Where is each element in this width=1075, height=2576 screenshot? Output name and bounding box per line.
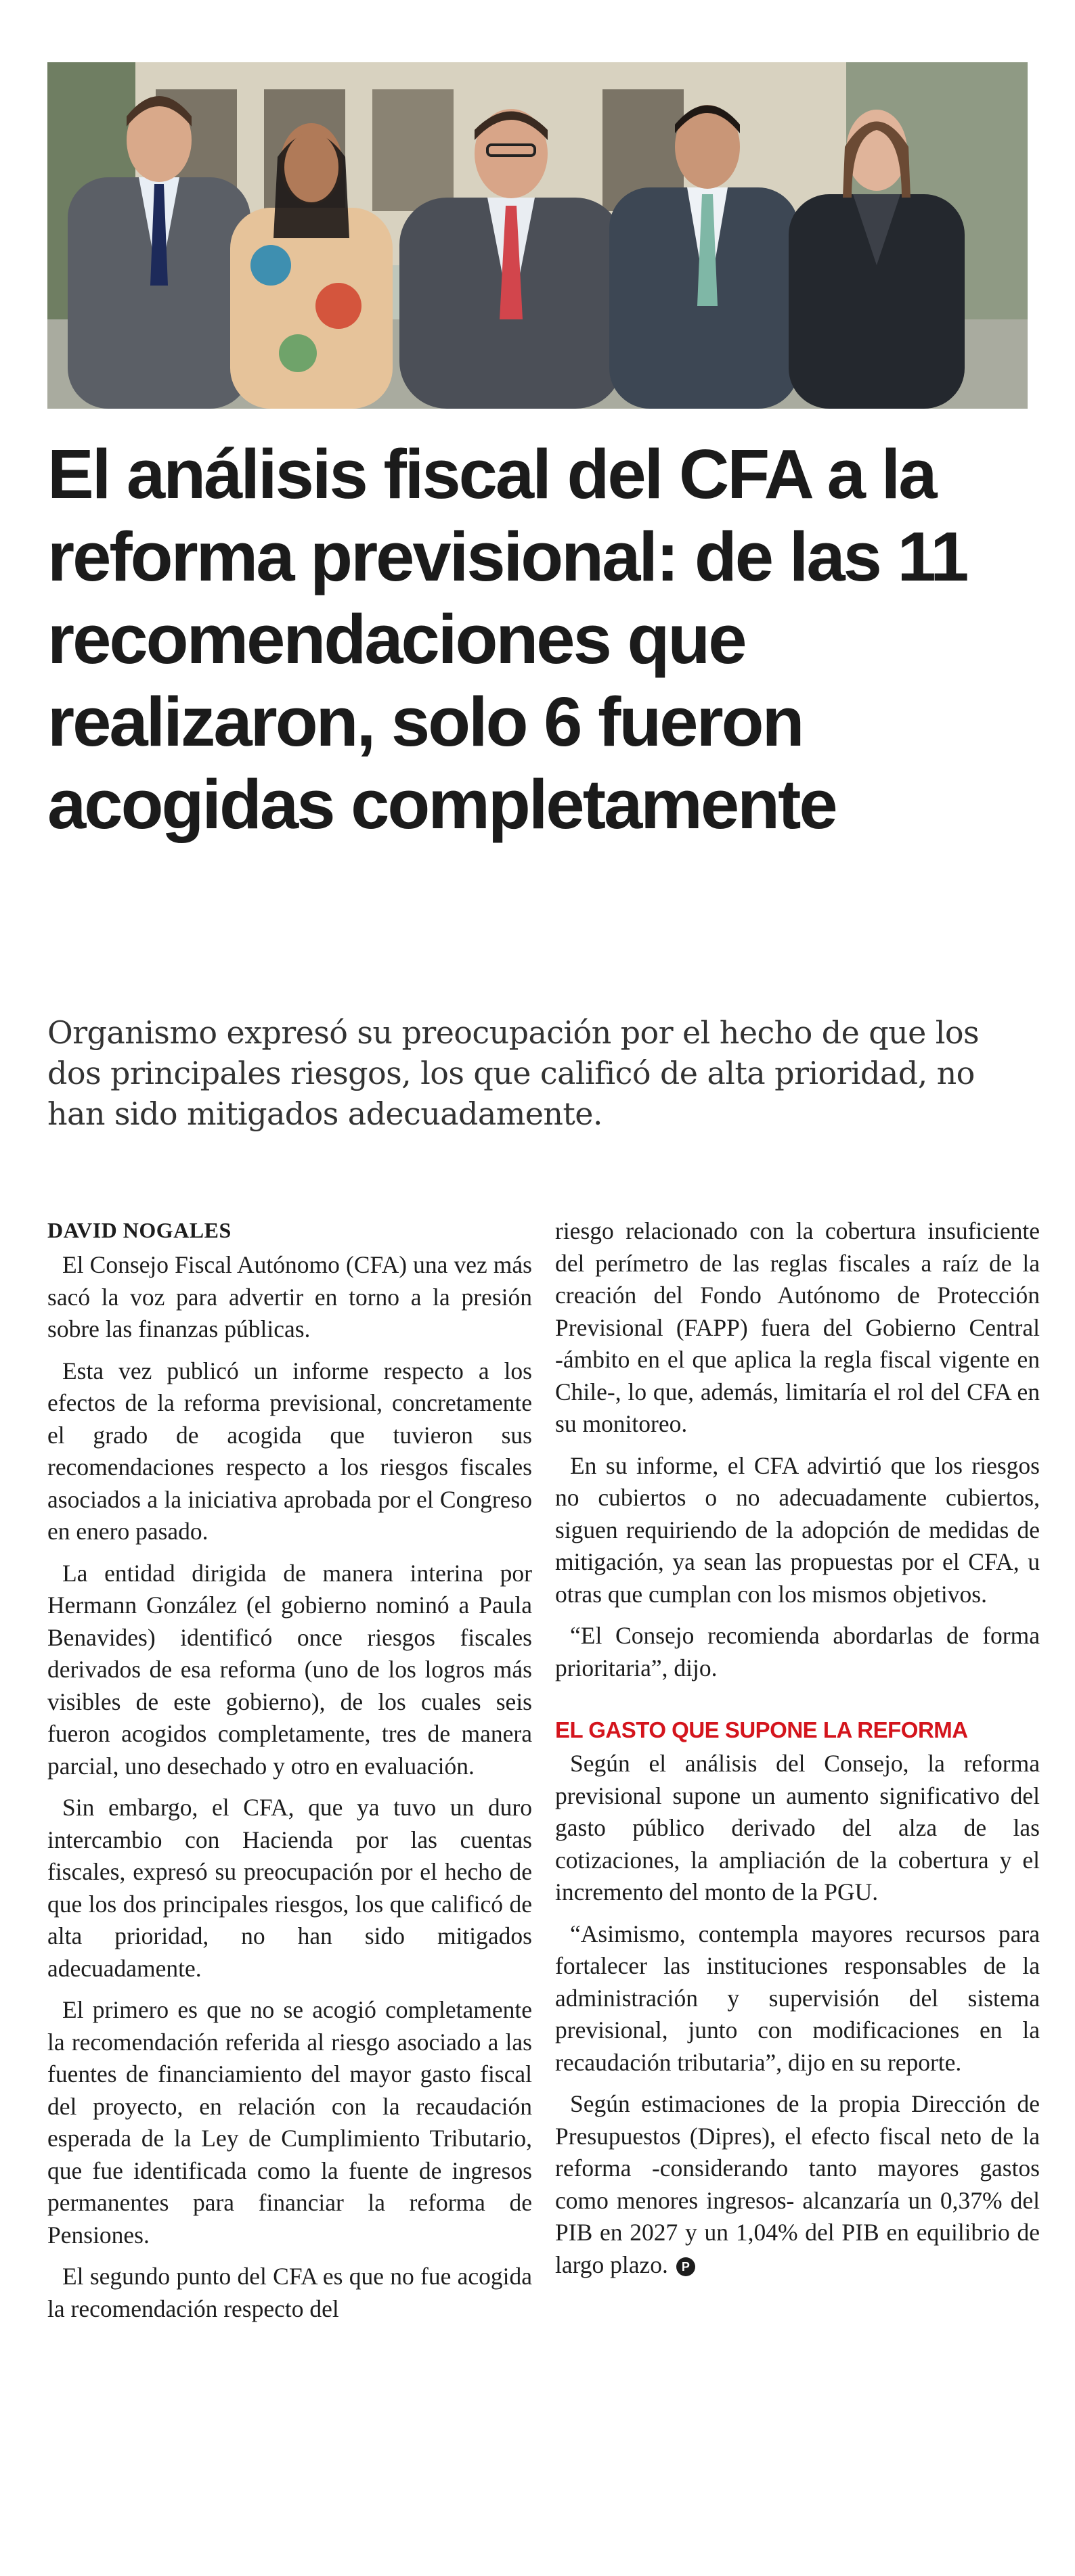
paragraph: Esta vez publicó un informe respecto a los efectos de la reforma previsional, concretamente el grado de acogida que tuvieron sus recomendaciones respecto a los riesgos fiscales asociados a la iniciativa aprobada por el Congreso en enero pasado.	[47, 1357, 532, 1545]
final-paragraph	[555, 2088, 1040, 2281]
paragraph: Sin embargo, el CFA, que ya tuvo un duro intercambio con Hacienda por las cuentas fiscales, expresó su preocupación por el hecho de que los dos principales riesgos, los que calificó de alta prioridad, no han sido mitigados adecuadamente.	[47, 1794, 532, 1982]
section-subhead: EL GASTO QUE SUPONE LA REFORMA	[555, 1717, 968, 1742]
right-column	[555, 1215, 1040, 2290]
paragraph: En su informe, el CFA advirtió que los riesgos no cubiertos o no adecuadamente cubiertos, siguen requiriendo de la adopción de medidas de mitigación, ya sean las propuestas por el CFA, u otras que cumplan con los mismos objetivos.	[555, 1451, 1040, 1608]
deck-subtitle: Organismo expresó su preocupación por el hecho de que los dos principales riesgos, los que calificó de alta prioridad, no han sido mitigados adecuadamente.	[47, 1014, 979, 1132]
end-mark-icon: P	[676, 2257, 695, 2276]
paragraph: La entidad dirigida de manera interina por Hermann González (el gobierno nominó a Paula Benavides) identificó once riesgos fiscales derivados de esa reforma (uno de los logros más visibles de este gobierno), de los cuales seis fueron acogidos completamente, tres de manera parcial, uno desechado y otro en evaluación.	[47, 1559, 532, 1780]
paragraph: El Consejo Fiscal Autónomo (CFA) una vez más sacó la voz para advertir en torno a la presión sobre las finanzas públicas.	[47, 1251, 532, 1342]
left-column	[47, 1215, 532, 2334]
paragraph: El segundo punto del CFA es que no fue acogida la recomendación respecto del	[47, 2263, 532, 2322]
paragraph: Según el análisis del Consejo, la reforma previsional supone un aumento significativo del gasto público derivado del alza de las cotizaciones, la ampliación de la cobertura y el incremento del monto de la PGU.	[555, 1750, 1040, 1905]
final-paragraph-text: Según estimaciones de la propia Dirección de Presupuestos (Dipres), el efecto fiscal neto de la reforma -considerando tanto mayores gastos como menores ingresos- alcanzaría un 0,37% del PIB en 2027 y un 1,04% del PIB en equilibrio de largo plazo.	[555, 2090, 1040, 2278]
article-photo	[47, 62, 1028, 409]
headline: El análisis fiscal del CFA a la reforma previsional: de las 11 recomendaciones que realizaron, solo 6 fueron acogidas completamente	[47, 435, 967, 843]
group-photo-illustration	[47, 62, 1028, 409]
paragraph: “Asimismo, contempla mayores recursos para fortalecer las instituciones responsables de la administración y supervisión del sistema previsional, junto con modificaciones en la recaudación tributaria”, dijo en su reporte.	[555, 1920, 1040, 2076]
paragraph: El primero es que no se acogió completamente la recomendación referida al riesgo asociado a las fuentes de financiamiento del mayor gasto fiscal del proyecto, en relación con la recaudación esperada de la Ley de Cumplimiento Tributario, que fue identificada como la fuente de ingresos permanentes para financiar la reforma de Pensiones.	[47, 1996, 532, 2249]
byline: DAVID NOGALES	[47, 1218, 232, 1242]
paragraph: “El Consejo recomienda abordarlas de forma prioritaria”, dijo.	[555, 1622, 1040, 1681]
paragraph-continuation: riesgo relacionado con la cobertura insuficiente del perímetro de las reglas fiscales a raíz de la creación del Fondo Autónomo de Protección Previsional (FAPP) fuera del Gobierno Central -ámbito en el que aplica la regla fiscal vigente en Chile-, lo que, además, limitaría el rol del CFA en su monitoreo.	[555, 1217, 1040, 1437]
